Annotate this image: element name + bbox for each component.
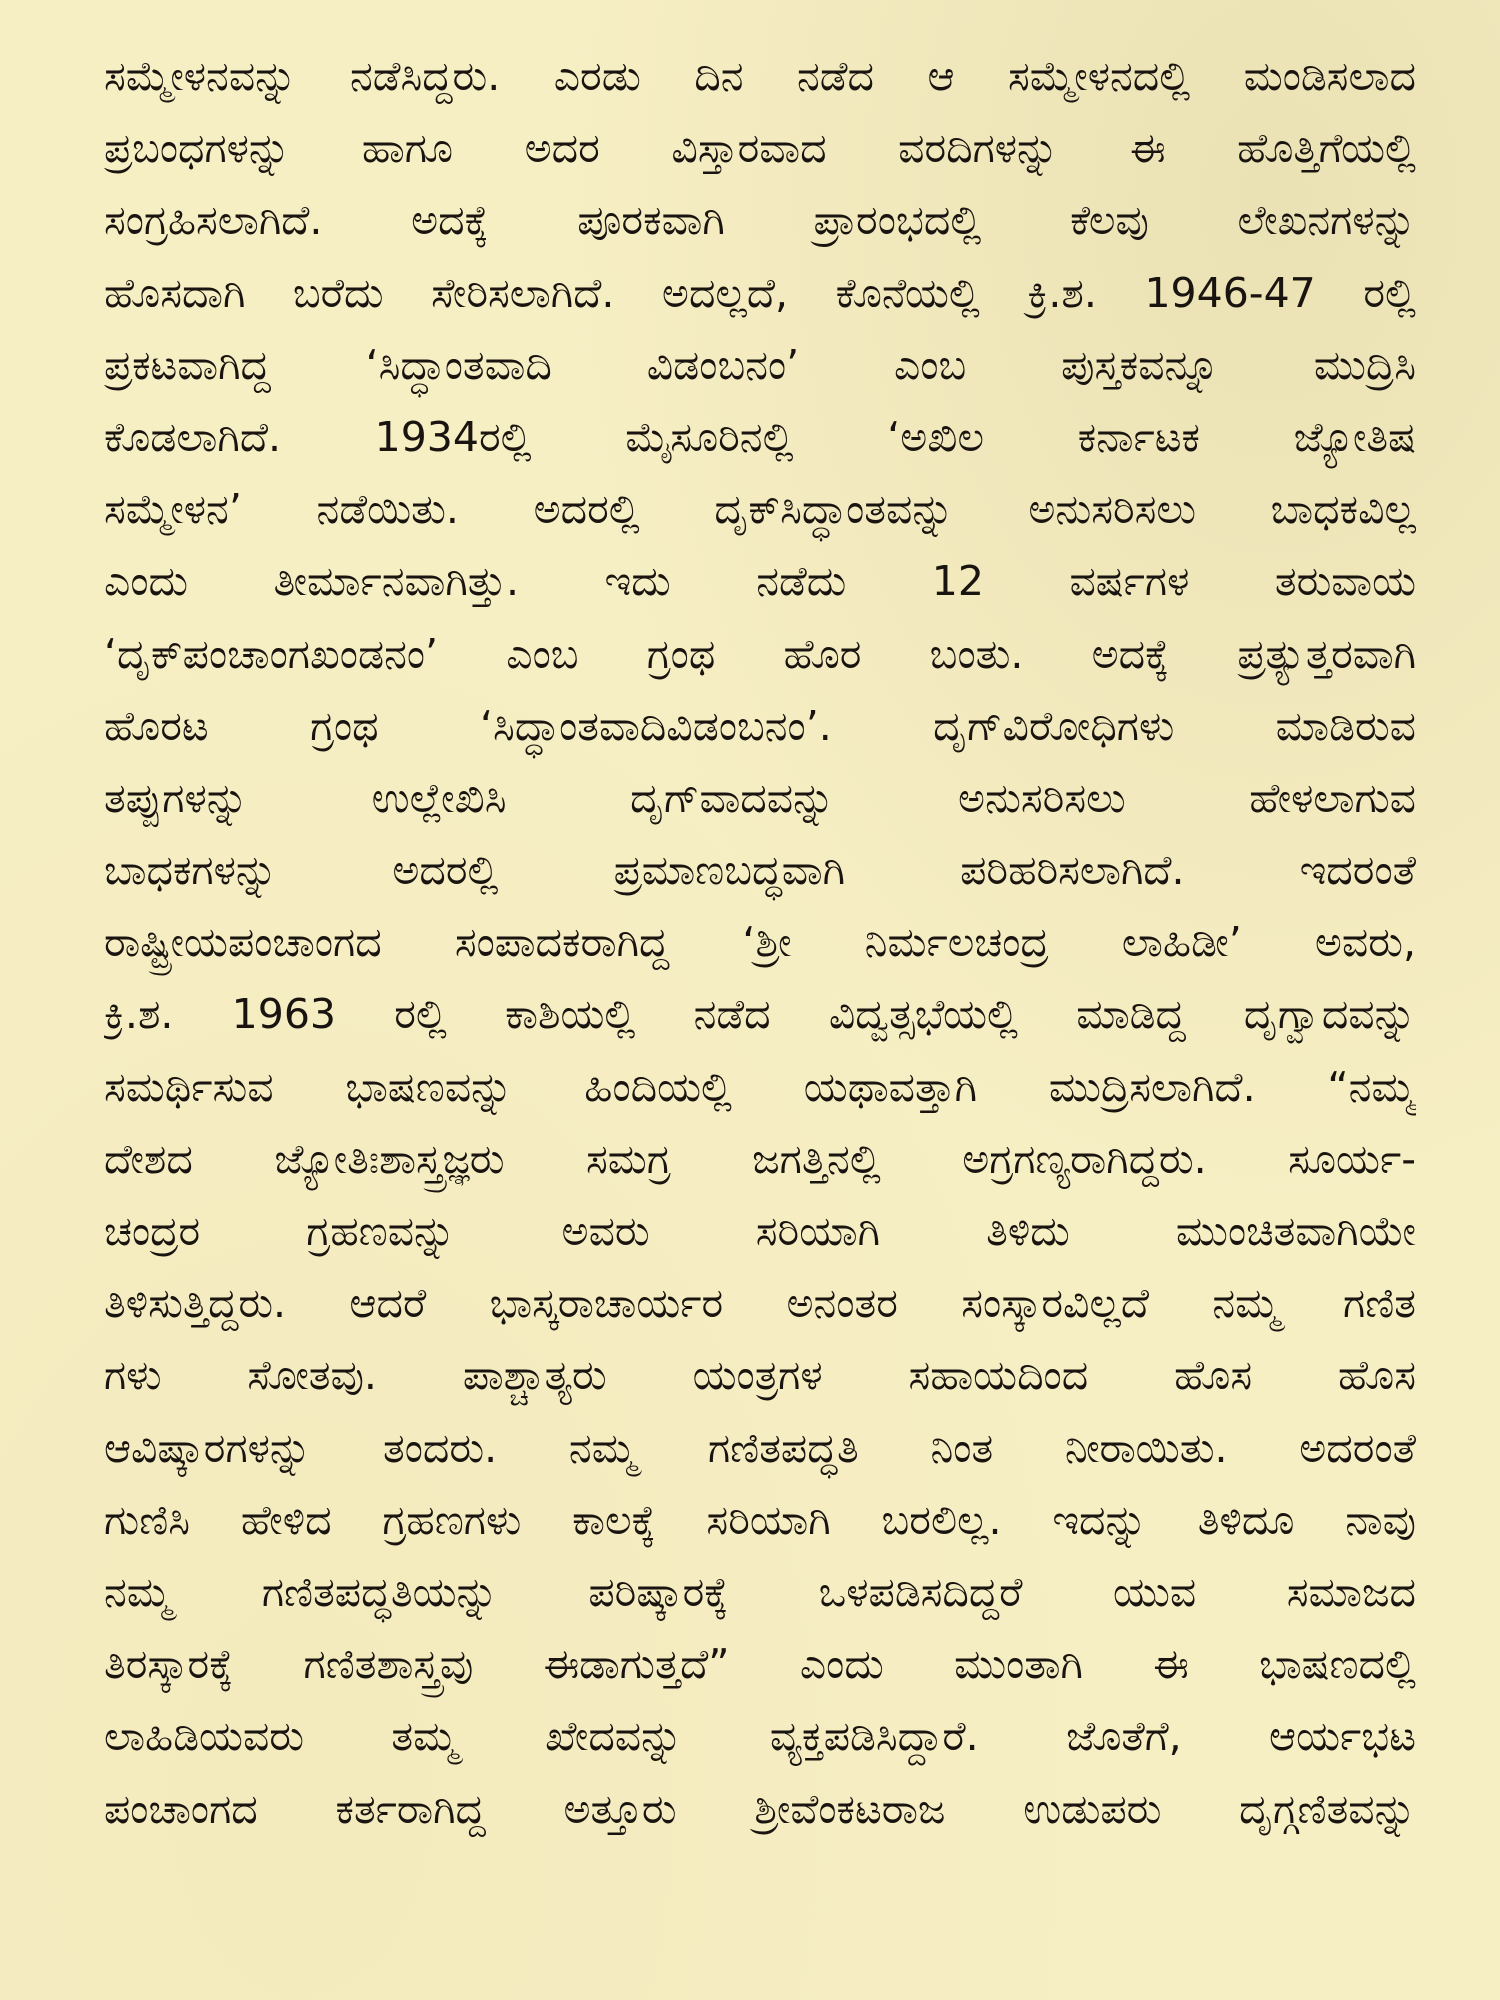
text-line: ರಾಷ್ಟ್ರೀಯಪಂಚಾಂಗದ ಸಂಪಾದಕರಾಗಿದ್ದ ‘ಶ್ರೀ ನಿರ್ಮಲಚಂದ್ರ ಲಾಹಿಡೀ’ ಅವರು, [104,918,1416,967]
text-line: ಚಂದ್ರರ ಗ್ರಹಣವನ್ನು ಅವರು ಸರಿಯಾಗಿ ತಿಳಿದು ಮುಂಚಿತವಾಗಿಯೇ [104,1207,1416,1255]
text-line: ತಪ್ಪುಗಳನ್ನು ಉಲ್ಲೇಖಿಸಿ ದೃಗ್‌ವಾದವನ್ನು ಅನುಸರಿಸಲು ಹೇಳಲಾಗುವ [104,773,1416,822]
text-line: ಪ್ರಬಂಧಗಳನ್ನು ಹಾಗೂ ಅದರ ವಿಸ್ತಾರವಾದ ವರದಿಗಳನ್ನು ಈ ಹೊತ್ತಿಗೆಯಲ್ಲಿ [104,124,1416,173]
text-line: ಕ್ರಿ.ಶ. 1963 ರಲ್ಲಿ ಕಾಶಿಯಲ್ಲಿ ನಡೆದ ವಿದ್ವತ್ಸಭೆಯಲ್ಲಿ ಮಾಡಿದ್ದ ದೃಗ್ವಾದವನ್ನು [104,990,1416,1039]
text-line: ಪ್ರಕಟವಾಗಿದ್ದ ‘ಸಿದ್ಧಾಂತವಾದಿ ವಿಡಂಬನಂ’ ಎಂಬ ಪುಸ್ತಕವನ್ನೂ ಮುದ್ರಿಸಿ [104,340,1416,389]
text-line: ಪಂಚಾಂಗದ ಕರ್ತರಾಗಿದ್ದ ಅತ್ತೂರು ಶ್ರೀವೆಂಕಟರಾಜ ಉಡುಪರು ದೃಗ್ಗಣಿತವನ್ನು [104,1784,1416,1833]
text-line: ಎಂದು ತೀರ್ಮಾನವಾಗಿತ್ತು. ಇದು ನಡೆದು 12 ವರ್ಷಗಳ ತರುವಾಯ [104,557,1416,606]
body-text [104,40,1416,1845]
text-line: ತಿರಸ್ಕಾರಕ್ಕೆ ಗಣಿತಶಾಸ್ತ್ರವು ಈಡಾಗುತ್ತದೆ” ಎಂದು ಮುಂತಾಗಿ ಈ ಭಾಷಣದಲ್ಲಿ [104,1640,1416,1689]
text-line: ಸಮರ್ಥಿಸುವ ಭಾಷಣವನ್ನು ಹಿಂದಿಯಲ್ಲಿ ಯಥಾವತ್ತಾಗಿ ಮುದ್ರಿಸಲಾಗಿದೆ. “ನಮ್ಮ [104,1062,1416,1111]
text-line: ದೇಶದ ಜ್ಯೋತಿಃಶಾಸ್ತ್ರಜ್ಞರು ಸಮಗ್ರ ಜಗತ್ತಿನಲ್ಲಿ ಅಗ್ರಗಣ್ಯರಾಗಿದ್ದರು. ಸೂರ್ಯ- [104,1134,1416,1183]
text-line: ಲಾಹಿಡಿಯವರು ತಮ್ಮ ಖೇದವನ್ನು ವ್ಯಕ್ತಪಡಿಸಿದ್ದಾರೆ. ಜೊತೆಗೆ, ಆರ್ಯಭಟ [104,1712,1416,1761]
text-line: ಹೊರಟ ಗ್ರಂಥ ‘ಸಿದ್ಧಾಂತವಾದಿವಿಡಂಬನಂ’. ದೃಗ್‌ವಿರೋಧಿಗಳು ಮಾಡಿರುವ [104,701,1416,750]
text-line: ಬಾಧಕಗಳನ್ನು ಅದರಲ್ಲಿ ಪ್ರಮಾಣಬದ್ಧವಾಗಿ ಪರಿಹರಿಸಲಾಗಿದೆ. ಇದರಂತೆ [104,846,1416,895]
text-line: ಸಮ್ಮೇಳನವನ್ನು ನಡೆಸಿದ್ದರು. ಎರಡು ದಿನ ನಡೆದ ಆ ಸಮ್ಮೇಳನದಲ್ಲಿ ಮಂಡಿಸಲಾದ [104,52,1416,100]
text-line: ಗಳು ಸೋತವು. ಪಾಶ್ಚಾತ್ಯರು ಯಂತ್ರಗಳ ಸಹಾಯದಿಂದ ಹೊಸ ಹೊಸ [104,1351,1416,1400]
text-line: ‘ದೃಕ್‌ಪಂಚಾಂಗಖಂಡನಂ’ ಎಂಬ ಗ್ರಂಥ ಹೊರ ಬಂತು. ಅದಕ್ಕೆ ಪ್ರತ್ಯುತ್ತರವಾಗಿ [104,629,1416,678]
text-line: ಆವಿಷ್ಕಾರಗಳನ್ನು ತಂದರು. ನಮ್ಮ ಗಣಿತಪದ್ಧತಿ ನಿಂತ ನೀರಾಯಿತು. ಅದರಂತೆ [104,1423,1416,1472]
text-line: ತಿಳಿಸುತ್ತಿದ್ದರು. ಆದರೆ ಭಾಸ್ಕರಾಚಾರ್ಯರ ಅನಂತರ ಸಂಸ್ಕಾರವಿಲ್ಲದೆ ನಮ್ಮ ಗಣಿತ [104,1279,1416,1328]
text-line: ಕೊಡಲಾಗಿದೆ. 1934ರಲ್ಲಿ ಮೈಸೂರಿನಲ್ಲಿ ‘ಅಖಿಲ ಕರ್ನಾಟಕ ಜ್ಯೋತಿಷ [104,412,1416,461]
text-line: ನಮ್ಮ ಗಣಿತಪದ್ಧತಿಯನ್ನು ಪರಿಷ್ಕಾರಕ್ಕೆ ಒಳಪಡಿಸದಿದ್ದರೆ ಯುವ ಸಮಾಜದ [104,1567,1416,1616]
text-line: ಸಂಗ್ರಹಿಸಲಾಗಿದೆ. ಅದಕ್ಕೆ ಪೂರಕವಾಗಿ ಪ್ರಾರಂಭದಲ್ಲಿ ಕೆಲವು ಲೇಖನಗಳನ್ನು [104,196,1416,245]
text-line: ಸಮ್ಮೇಳನ’ ನಡೆಯಿತು. ಅದರಲ್ಲಿ ದೃಕ್‌ಸಿದ್ಧಾಂತವನ್ನು ಅನುಸರಿಸಲು ಬಾಧಕವಿಲ್ಲ [104,485,1416,534]
text-line: ಗುಣಿಸಿ ಹೇಳಿದ ಗ್ರಹಣಗಳು ಕಾಲಕ್ಕೆ ಸರಿಯಾಗಿ ಬರಲಿಲ್ಲ. ಇದನ್ನು ತಿಳಿದೂ ನಾವು [104,1495,1416,1544]
text-line: ಹೊಸದಾಗಿ ಬರೆದು ಸೇರಿಸಲಾಗಿದೆ. ಅದಲ್ಲದೆ, ಕೊನೆಯಲ್ಲಿ ಕ್ರಿ.ಶ. 1946-47 ರಲ್ಲಿ [104,268,1416,317]
